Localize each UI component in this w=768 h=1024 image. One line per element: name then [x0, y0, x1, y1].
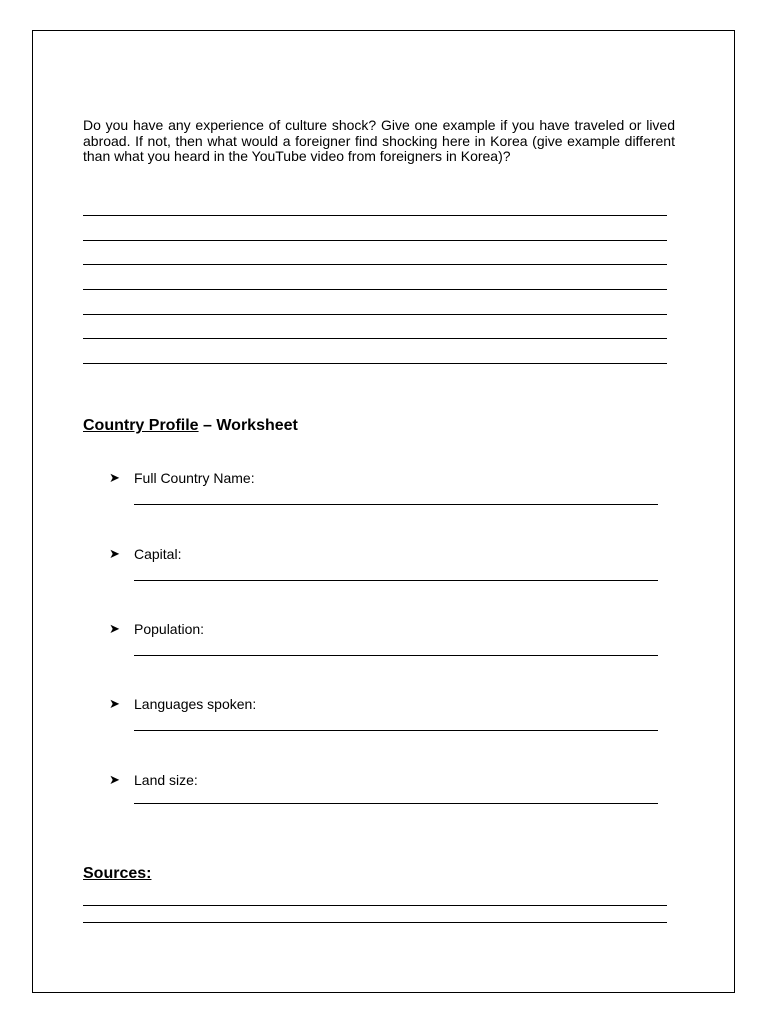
- source-line[interactable]: [83, 910, 667, 923]
- culture-shock-question: Do you have any experience of culture shock? Give one example if you have traveled or lived abroad. If not, then what would a foreigner find shocking here in Korea (give example different than what you heard in the YouTube video from foreigners in Korea)?: [83, 117, 675, 164]
- languages-spoken-answer-line[interactable]: [134, 730, 658, 731]
- answer-lines: [83, 203, 667, 376]
- answer-line[interactable]: [83, 277, 667, 290]
- sources-heading-text: Sources:: [83, 865, 152, 882]
- country-profile-heading: [83, 417, 298, 435]
- field-label: Capital:: [134, 546, 182, 562]
- arrowhead-bullet-icon: ➤: [109, 470, 120, 485]
- answer-line[interactable]: [83, 252, 667, 265]
- answer-line[interactable]: [83, 326, 667, 339]
- field-label: Full Country Name:: [134, 470, 255, 486]
- answer-line[interactable]: [83, 302, 667, 315]
- answer-line[interactable]: [83, 228, 667, 241]
- worksheet-page: [32, 30, 735, 993]
- answer-line[interactable]: [83, 203, 667, 216]
- sources-heading: [83, 865, 151, 883]
- country-profile-heading-suffix: – Worksheet: [198, 417, 298, 434]
- source-lines: [83, 893, 667, 927]
- full-country-name-answer-line[interactable]: [134, 504, 658, 505]
- arrowhead-bullet-icon: ➤: [109, 772, 120, 787]
- source-line[interactable]: [83, 893, 667, 906]
- population-answer-line[interactable]: [134, 655, 658, 656]
- arrowhead-bullet-icon: ➤: [109, 696, 120, 711]
- land-size-answer-line[interactable]: [134, 803, 658, 804]
- answer-line[interactable]: [83, 351, 667, 364]
- field-label: Languages spoken:: [134, 696, 257, 712]
- field-label: Population:: [134, 621, 205, 637]
- field-label: Land size:: [134, 772, 198, 788]
- arrowhead-bullet-icon: ➤: [109, 621, 120, 636]
- capital-answer-line[interactable]: [134, 580, 658, 581]
- country-profile-heading-underlined: Country Profile: [83, 417, 199, 434]
- arrowhead-bullet-icon: ➤: [109, 546, 120, 561]
